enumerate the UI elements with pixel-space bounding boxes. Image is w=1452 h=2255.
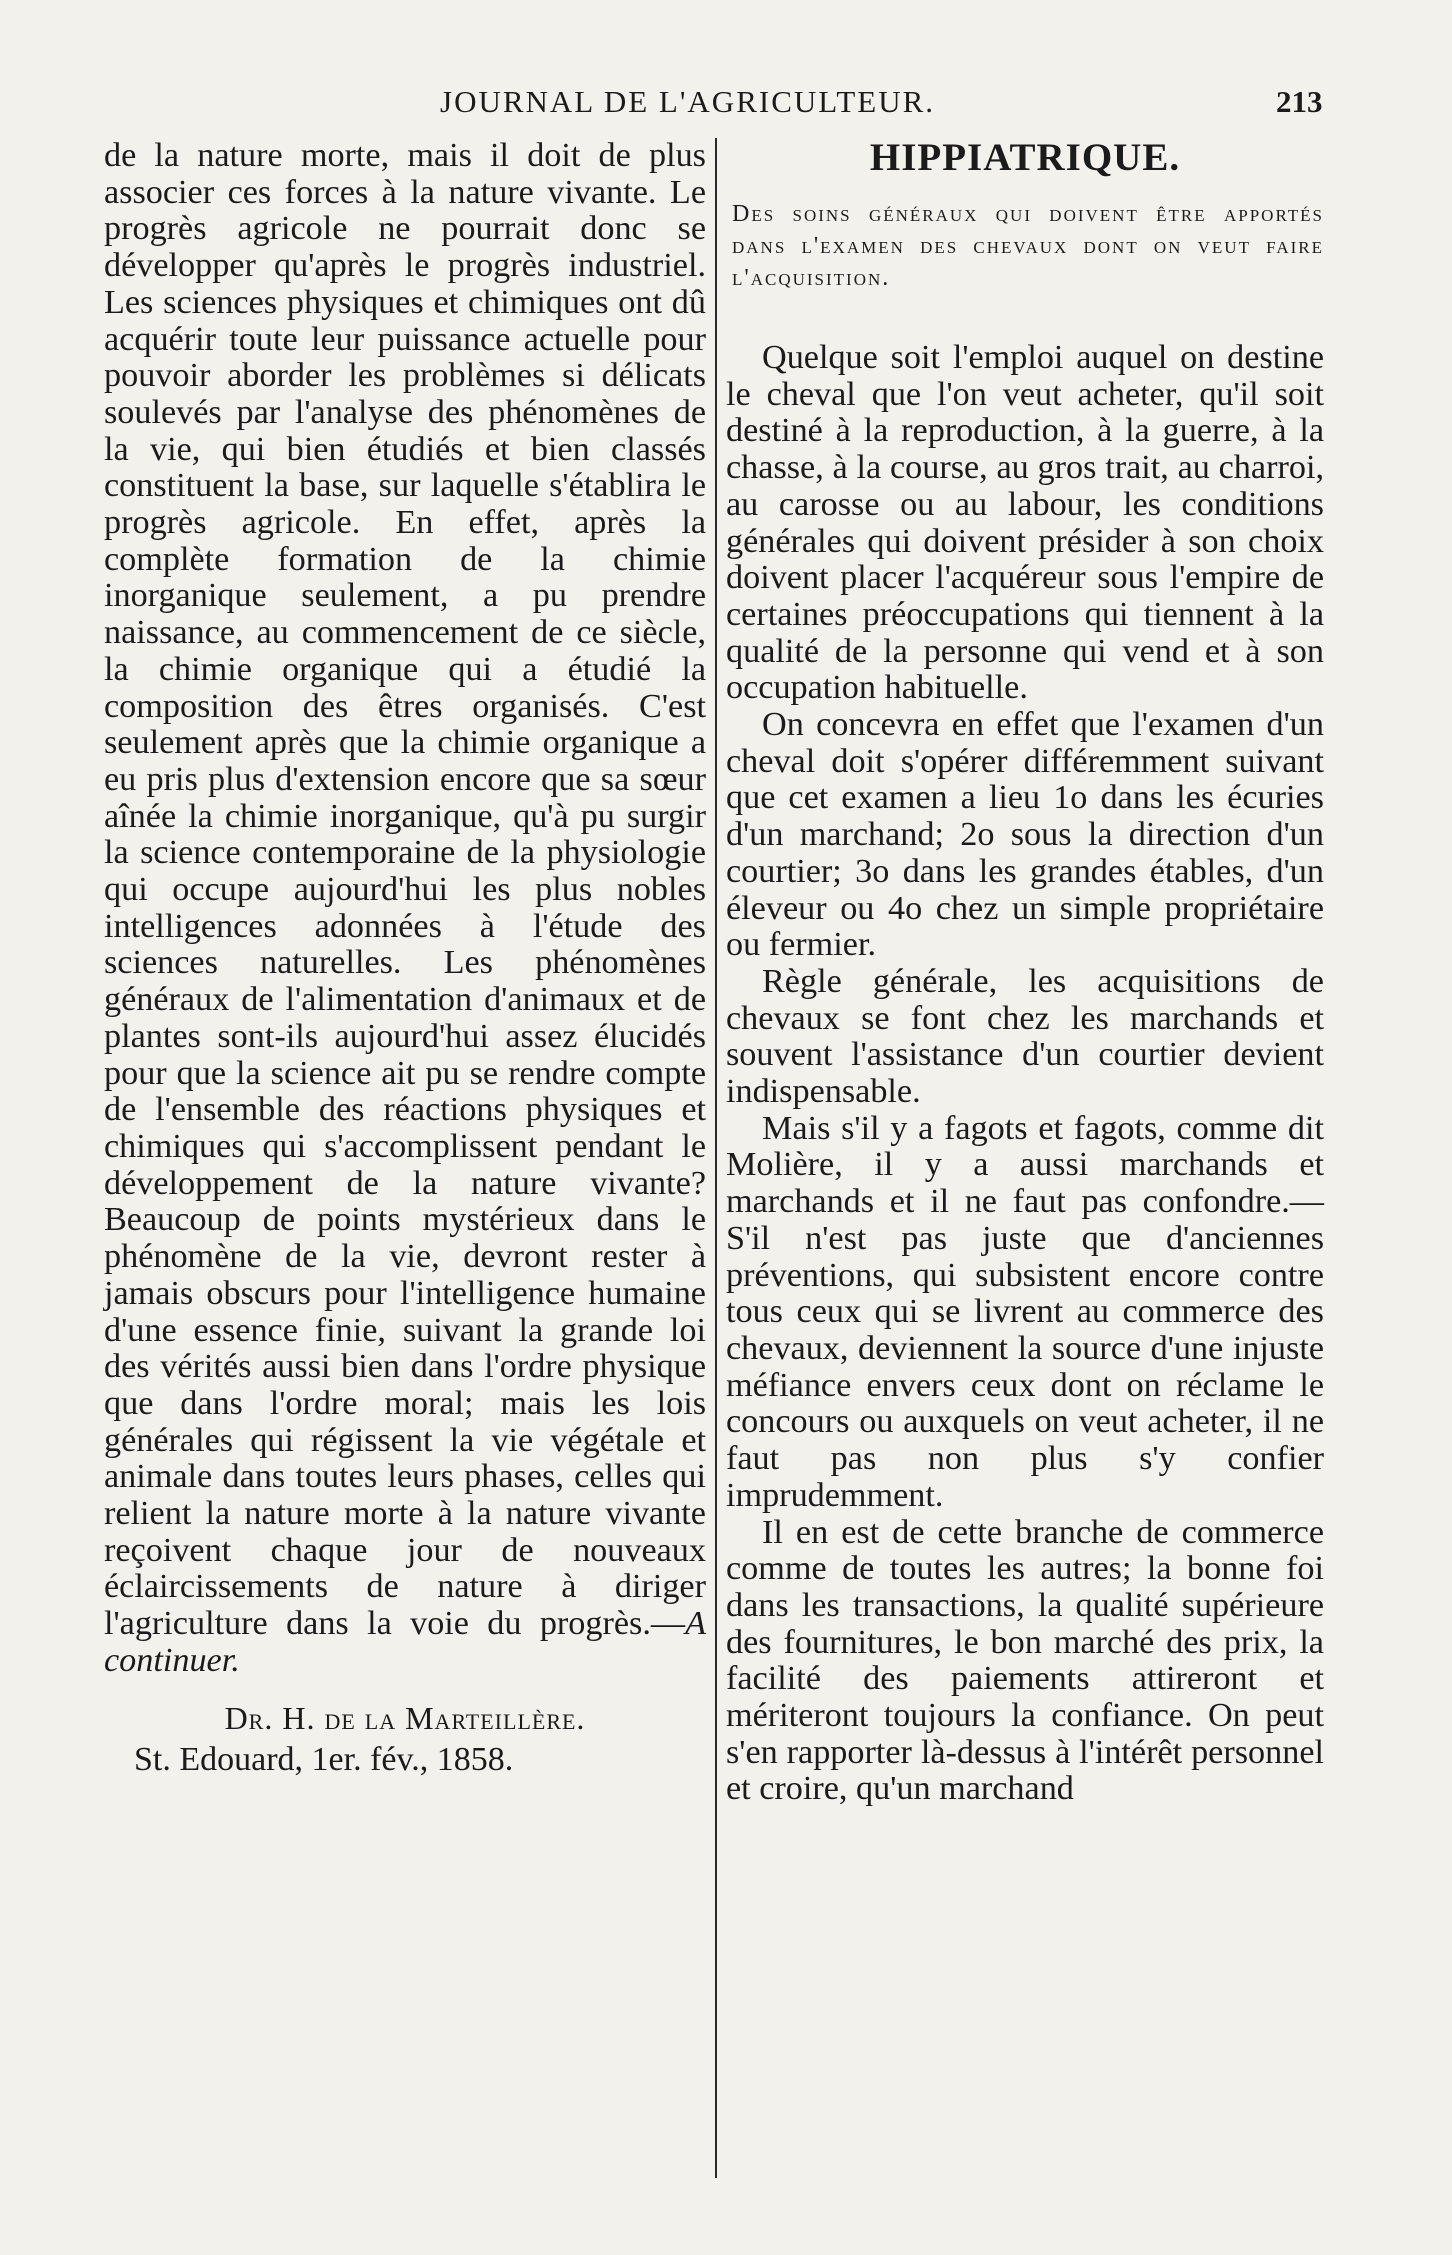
column-divider <box>715 138 717 2178</box>
running-head: JOURNAL DE L'AGRICULTEUR. <box>440 84 936 119</box>
article-paragraph-5: Il en est de cette branche de commerce comme de toutes les autres; la bonne foi dans les transactions, la qualité supérieure des fournitures, le bon marché des prix, la facilité des paiements attireront et mériteront toujours la confiance. On peut s'en rapporter là-dessus à l'intérêt personnel et croire, qu'un marchand <box>726 1513 1324 1808</box>
left-column <box>104 138 706 1780</box>
paragraph-text: de la nature morte, mais il doit de plus associer ces forces à la nature vivante. Le progrès agricole ne pourrait donc se développer qu'après le progrès industriel. Les sciences physiques et chimiques ont dû acquérir toute leur puissance actuelle pour pouvoir aborder les problèmes si délicats soulevés par l'analyse des phénomènes de la vie, qui bien étudiés et bien classés constituent la base, sur laquelle s'établira le progrès agricole. En effet, après la complète formation de la chimie inorganique seulement, a pu prendre naissance, au commencement de ce siècle, la chimie organique qui a étudié la composition des êtres organisés. C'est seulement après que la chimie organique a eu pris plus d'extension encore que sa sœur aînée la chimie inorganique, qu'à pu surgir la science contemporaine de la physiologie qui occupe aujourd'hui les plus nobles intelligences adonnées à l'étude des sciences naturelles. Les phénomènes généraux de l'alimentation d'animaux et de plantes sont-ils aujourd'hui assez élucidés pour que la science ait pu se rendre compte de l'ensemble des réactions physiques et chimiques qui s'accomplissent pendant le développement de la nature vivante? Beaucoup de points mystérieux dans le phénomène de la vie, devront rester à jamais obscurs pour l'intelligence humaine d'une essence finie, suivant la grande loi des vérités aussi bien dans l'ordre physique que dans l'ordre moral; mais les lois générales qui régissent la vie végétale et animale dans toutes leurs phases, celles qui relient la nature morte à la nature vivante reçoivent chaque jour de nouveaux éclaircissements de nature à diriger l'agriculture dans la voie du progrès.— <box>104 137 706 1643</box>
right-column <box>726 138 1324 1808</box>
place-date: St. Edouard, 1er. fév., 1858. <box>134 1740 514 1778</box>
article-subheading: Des soins généraux qui doivent être apportés dans l'examen des chevaux dont on veut faire l'acquisition. <box>732 201 1324 291</box>
page-number: 213 <box>1276 84 1323 119</box>
article-paragraph-1: Quelque soit l'emploi auquel on destine le cheval que l'on veut acheter, qu'il soit destiné à la reproduction, à la guerre, à la chasse, à la course, au gros trait, au charroi, au carosse ou au labour, les conditions générales qui doivent présider à son choix doivent placer l'acquéreur sous l'empire de certaines préoccupations qui tiennent à la qualité de la personne qui vend et à son occupation habituelle. <box>726 339 1324 707</box>
article-paragraph-4: Mais s'il y a fagots et fagots, comme dit Molière, il y a aussi marchands et marchands et il ne faut pas confondre.—S'il n'est pas juste que d'anciennes préventions, qui subsistent encore contre tous ceux qui se livrent au commerce des chevaux, deviennent la source d'une injuste méfiance envers ceux dont on réclame le concours ou auxquels on veut acheter, il ne faut pas non plus s'y confier imprudemment. <box>726 1109 1324 1514</box>
article-paragraph-3: Règle générale, les acquisitions de chevaux se font chez les marchands et souvent l'assistance d'un courtier devient indispensable. <box>726 962 1324 1111</box>
article-paragraph <box>104 138 706 1680</box>
article-paragraph-2: On concevra en effet que l'examen d'un cheval doit s'opérer différemment suivant que cet examen a lieu 1o dans les écuries d'un marchand; 2o sous la direction d'un courtier; 3o dans les grandes étables, d'un éleveur ou 4o chez un simple propriétaire ou fermier. <box>726 706 1324 964</box>
section-title: HIPPIATRIQUE. <box>869 136 1181 179</box>
to-continue-note: A continuer. <box>104 1605 706 1679</box>
author-signature: Dr. H. de la Marteillère. <box>224 1699 586 1736</box>
